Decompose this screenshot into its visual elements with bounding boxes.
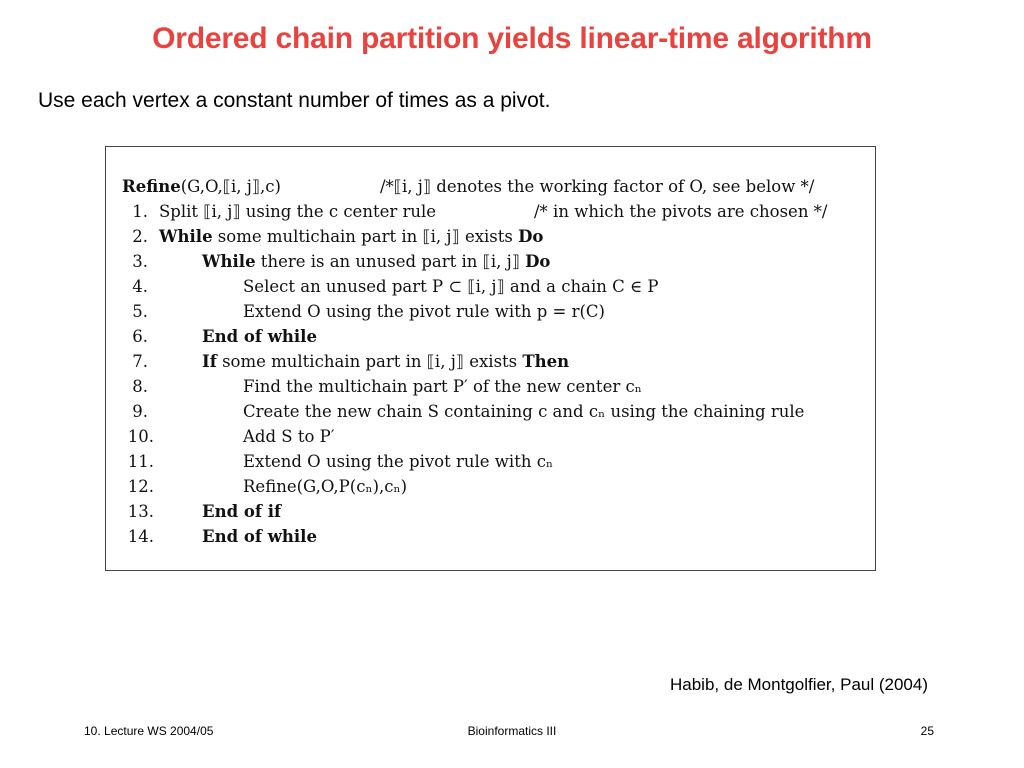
keyword: End of while: [202, 327, 317, 346]
citation: Habib, de Montgolfier, Paul (2004): [670, 675, 928, 694]
line-text: Extend O using the pivot rule with cₙ: [243, 452, 554, 471]
line-text: Find the multichain part P′ of the new center cₙ: [243, 377, 642, 396]
keyword: While: [159, 227, 213, 246]
line-number: 12.: [127, 477, 154, 496]
line-number: 14.: [127, 527, 154, 546]
footer-lecture: 10. Lecture WS 2004/05: [84, 724, 214, 738]
algorithm-box: [105, 146, 876, 571]
keyword: End of if: [202, 502, 282, 521]
footer-course: Bioinformatics III: [467, 724, 557, 738]
line-text: some multichain part in ⟦i, j⟧ exists: [212, 227, 519, 246]
keyword: Do: [518, 227, 544, 246]
algorithm-header-comment: /*⟦i, j⟧ denotes the working factor of O, see below */: [380, 177, 815, 196]
keyword: End of while: [202, 527, 317, 546]
line-text: some multichain part in ⟦i, j⟧ exists: [216, 352, 523, 371]
line-number: 2.: [132, 227, 148, 246]
algorithm-name: Refine: [122, 177, 181, 196]
line-number: 9.: [132, 402, 148, 421]
line-number: 4.: [132, 277, 148, 296]
line-number: 7.: [132, 352, 148, 371]
line-comment: /* in which the pivots are chosen */: [534, 202, 828, 221]
line-number: 5.: [132, 302, 148, 321]
line-number: 1.: [132, 202, 148, 221]
line-number: 13.: [127, 502, 154, 521]
line-number: 8.: [132, 377, 148, 396]
line-text: Create the new chain S containing c and cₙ using the chaining rule: [243, 402, 805, 421]
line-text: Select an unused part P ⊂ ⟦i, j⟧ and a chain C ∈ P: [243, 277, 659, 296]
line-text: Split ⟦i, j⟧ using the c center rule: [159, 202, 437, 221]
line-number: 6.: [132, 327, 148, 346]
line-number: 11.: [127, 452, 154, 471]
slide-subtitle: Use each vertex a constant number of times as a pivot.: [38, 89, 551, 112]
keyword: While: [202, 252, 256, 271]
line-text: Refine(G,O,P(cₙ),cₙ): [243, 477, 408, 496]
line-text: there is an unused part in ⟦i, j⟧: [255, 252, 526, 271]
line-text: Add S to P′: [243, 427, 335, 446]
line-number: 3.: [132, 252, 148, 271]
slide-title: Ordered chain partition yields linear-time algorithm: [152, 22, 872, 55]
algorithm-params: (G,O,⟦i, j⟧,c): [180, 177, 281, 196]
keyword: If: [202, 352, 217, 371]
line-text: Extend O using the pivot rule with p = r(C): [243, 302, 605, 321]
keyword: Do: [525, 252, 551, 271]
keyword: Then: [522, 352, 570, 371]
footer-page-number: 25: [920, 724, 934, 738]
line-number: 10.: [127, 427, 154, 446]
